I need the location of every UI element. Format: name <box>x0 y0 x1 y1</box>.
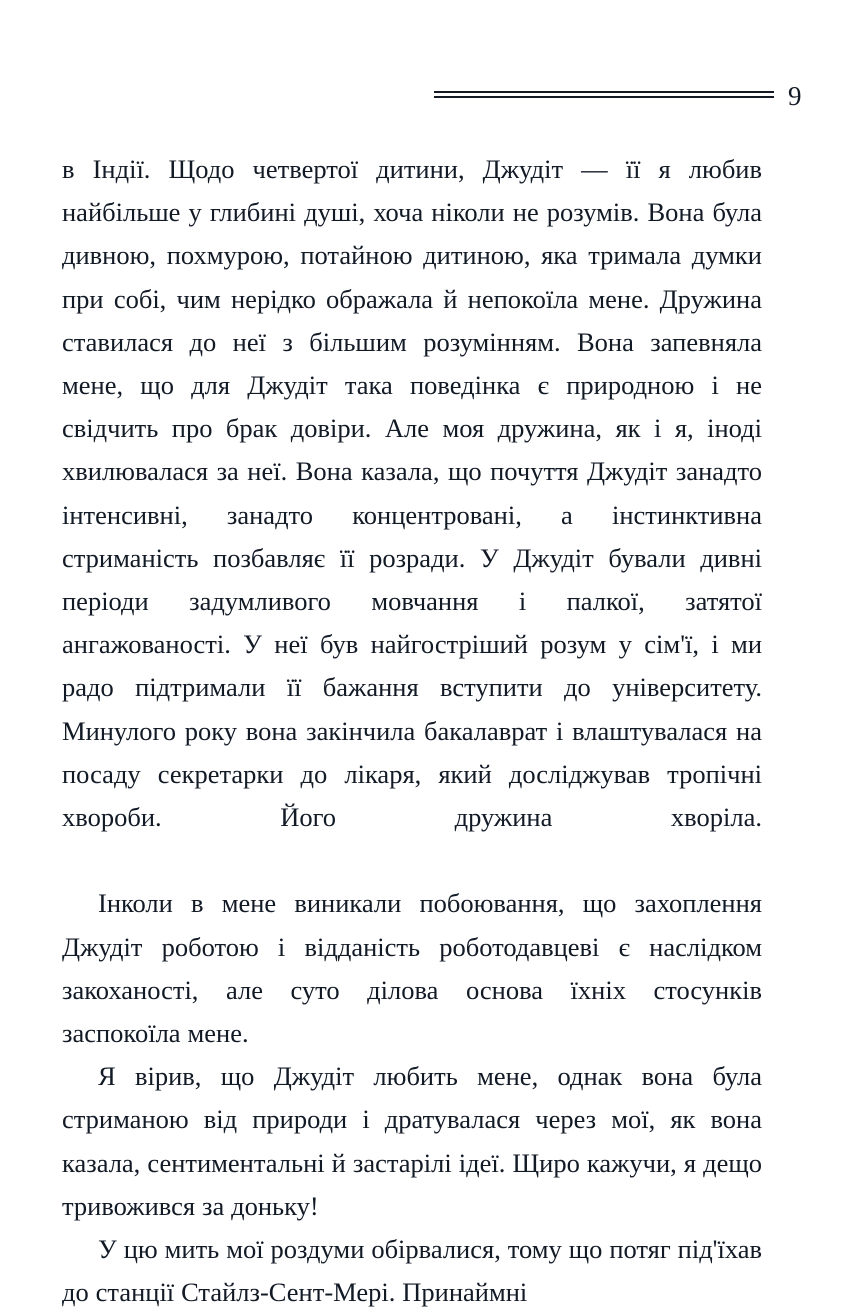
double-rule-ornament <box>434 90 774 102</box>
body-text <box>62 148 762 1314</box>
paragraph-1: в Індії. Щодо четвертої дитини, Джудіт — її я любив найбільше у глибині душі, хоча ніколи не розумів. Вона була дивною, похмурою, потайною дитиною, яка тримала думки при собі, чим нерідко ображала й непокоїла мене. Дружина ставилася до неї з більшим розумінням. Вона запевняла мене, що для Джудіт така поведінка є природною і не свідчить про брак довіри. Але моя дружина, як і я, іноді хвилювалася за неї. Вона казала, що почуття Джудіт занадто інтенсивні, занадто концентровані, а інстинктивна стриманість позбавляє її розради. У Джудіт бували дивні періоди задумливого мовчання і палкої, затятої ангажованості. У неї був найгостріший розум у сім'ї, і ми радо підтримали її бажання вступити до університету. Минулого року вона закінчила бакалаврат і влаштувалася на посаду секретарки до лікаря, який досліджував тропічні хвороби. Його дружина хворіла. <box>62 154 762 833</box>
paragraph-3: Я вірив, що Джудіт любить мене, однак вона була стриманою від природи і дратувалася через мої, як вона казала, сентиментальні й застарілі ідеї. Щиро кажучи, я дещо тривожився за доньку! <box>62 1061 762 1221</box>
rule-line-top <box>434 91 774 93</box>
paragraph-2: Інколи в мене виникали побоювання, що захоплення Джудіт роботою і відданість роботодавцеві є наслідком закоханості, але суто ділова основа їхніх стосунків заспокоїла мене. <box>62 888 762 1049</box>
rule-line-bottom <box>434 96 774 98</box>
page-header <box>62 72 802 120</box>
page-number: 9 <box>788 80 802 111</box>
paragraph-4: У цю мить мої роздуми обірвалися, тому що потяг під'їхав до станції Стайлз-Сент-Мері. Принаймні <box>62 1234 762 1308</box>
